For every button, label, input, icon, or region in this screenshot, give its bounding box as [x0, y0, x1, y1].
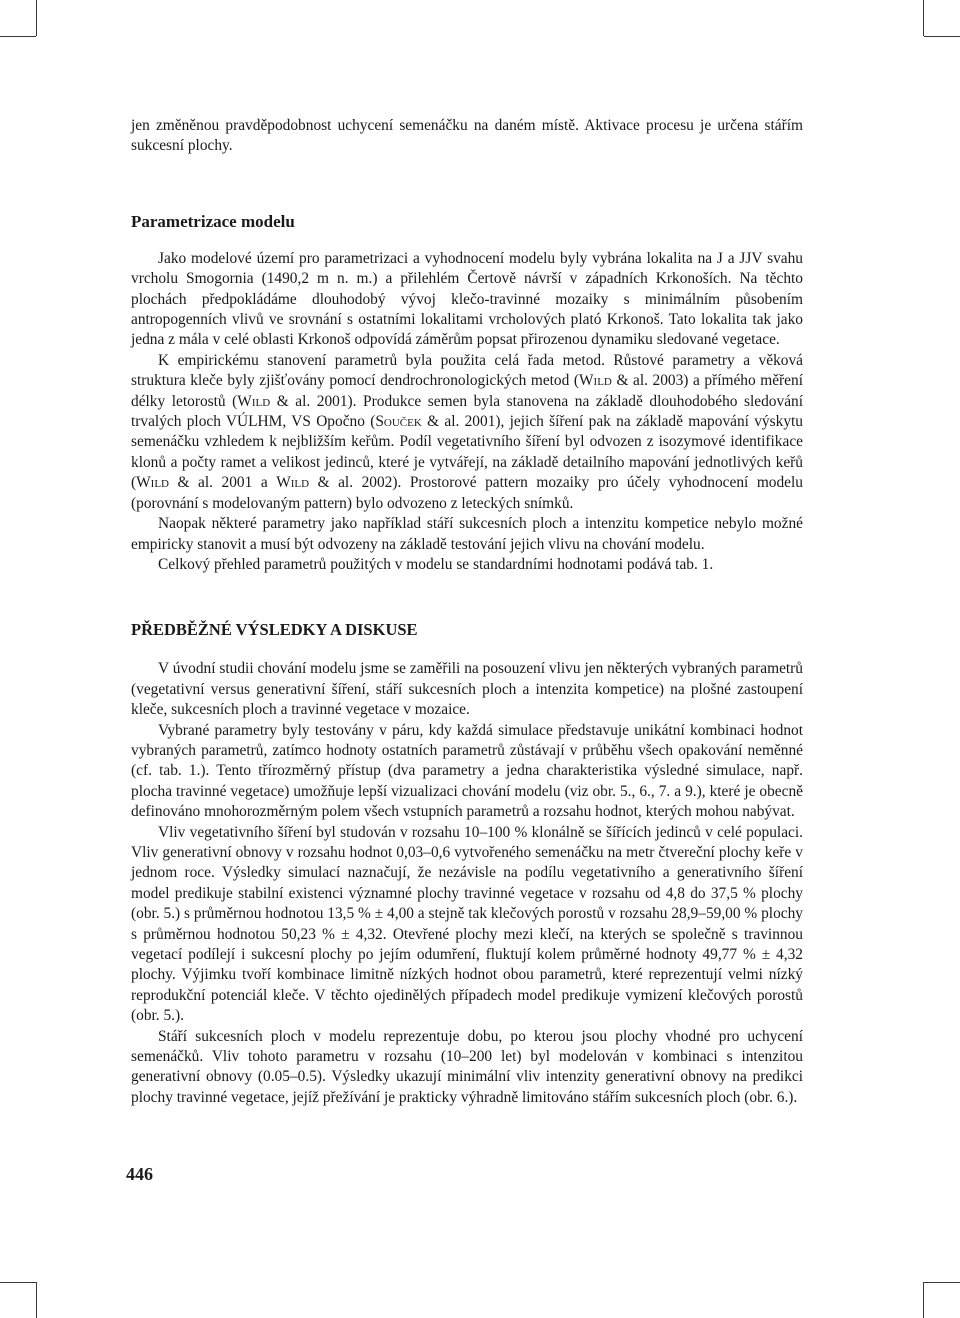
crop-mark: [0, 36, 36, 37]
author-name: Souček: [375, 413, 422, 431]
crop-mark: [36, 1282, 37, 1318]
crop-mark: [923, 0, 924, 36]
paragraph: [131, 351, 803, 514]
author-name: Wild: [276, 474, 310, 492]
paragraph: V úvodní studii chování modelu jsme se zaměřili na posouzení vlivu jen některých vybraných parametrů (vegetativní versus generativní šíření, stáří sukcesních ploch a intenzita kompetice) na plošné zastoupení kleče, sukcesních ploch a travinné vegetace v mozaice.: [131, 660, 803, 719]
text-run: & al. 2001). Produkce semen byla stanovena na základě dlouhodobého sledování trvalých ploch VÚLHM, VS Opočno (: [131, 392, 803, 431]
author-name: Wild: [579, 372, 612, 390]
text-run: & al. 2003) a přímého měření délky letorostů (: [131, 372, 803, 410]
intro-paragraph: jen změněnou pravděpodobnost uchycení semenáčku na daném místě. Aktivace procesu je určena stářím sukcesní plochy.: [131, 117, 803, 155]
author-name: Wild: [237, 392, 271, 410]
paragraph: Vybrané parametry byly testovány v páru, kdy každá simulace představuje unikátní kombinaci hodnot vybraných parametrů, zatímco hodnoty ostatních parametrů zůstávají v průběhu všech opakování neměnné (cf. tab. 1.). Tento třírozměrný přístup (dva parametry a jedna charakteristika výsledné simulace, např. plocha travinné vegetace) umožňuje lepší vizualizaci chování modelu (viz obr. 5., 6., 7. a 9.), které je obecně definováno mnohorozměrným polem všech vstupních parametrů a rozsahu hodnot, kterých mohou nabývat.: [131, 721, 803, 821]
paragraph: Jako modelové území pro parametrizaci a vyhodnocení modelu byly vybrána lokalita na J a JJV svahu vrcholu Smogornia (1490,2 m n. m.) a přilehlém Čertově návrší v západních Krkonoších. Na těchto plochách předpokládáme dlouhodobý vývoj klečo-travinné mozaiky s minimálním působením antropogenních vlivů ve srovnání s ostatními lokalitami vrcholových plató Krkonoš. Tato lokalita tak jako jedna z mála v celé oblasti Krkonoš odpovídá záměrům popsat přirozenou dynamiku sledované vegetace.: [131, 249, 803, 349]
text-run: & al. 2002). Prostorové pattern mozaiky pro účely vyhodnocení modelu (porovnání s modelovaným pattern) bylo odvozeno z leteckých snímků.: [131, 474, 803, 512]
author-name: Wild: [136, 474, 169, 492]
crop-mark: [924, 36, 960, 37]
page-body: [131, 116, 803, 1108]
crop-mark: [0, 1282, 36, 1283]
text-run: & al. 2001 a: [169, 474, 277, 492]
text-run: & al. 2001), jejich šíření pak na základě mapování výskytu semenáčku vzhledem k nejbližším keřům. Podíl vegetativního šíření byl odvozen z isozymové identifikace klonů a počty ramet a velikost jedinců, které je vytvářejí, na základě detailního mapování jednotlivých keřů (: [131, 413, 803, 492]
page-number: 446: [126, 1164, 153, 1184]
crop-mark: [924, 1282, 960, 1283]
crop-mark: [36, 0, 37, 36]
paragraph: Stáří sukcesních ploch v modelu reprezentuje dobu, po kterou jsou plochy vhodné pro uchycení semenáčků. Vliv tohoto parametru v rozsahu (10–200 let) byl modelován v kombinaci s intenzitou generativní obnovy (0.05–0.5). Výsledky ukazují minimální vliv intenzity generativní obnovy na predikci plochy travinné vegetace, jejíž přežívání je prakticky výhradně limitováno stářím sukcesních ploch (obr. 6.).: [131, 1027, 803, 1106]
section-heading-parametrization: Parametrizace modelu: [131, 211, 295, 231]
text-run: K empirickému stanovení parametrů byla použita celá řada metod. Růstové parametry a věková struktura kleče byly zjišťovány pomocí dendrochronologických metod (: [131, 351, 803, 390]
paragraph: Naopak některé parametry jako například stáří sukcesních ploch a intenzitu kompetice nebylo možné empiricky stanovit a musí být odvozeny na základě testování jejich vlivu na chování modelu.: [131, 515, 803, 553]
paragraph: Celkový přehled parametrů použitých v modelu se standardními hodnotami podává tab. 1.: [158, 555, 714, 573]
section-heading-results: PŘEDBĚŽNÉ VÝSLEDKY A DISKUSE: [131, 620, 418, 640]
paragraph: Vliv vegetativního šíření byl studován v rozsahu 10–100 % klonálně se šířících jedinců v celé populaci. Vliv generativní obnovy v rozsahu hodnot 0,03–0,6 vytvořeného semenáčku na metr čtvereční plochy keře v jednom roce. Výsledky simulací naznačují, že nezávisle na podílu vegetativního a generativního šíření model predikuje stabilní existenci významné plochy travinné vegetace v rozsahu od 4,8 do 37,5 % plochy (obr. 5.) s průměrnou hodnotou 13,5 % ± 4,00 a stejně tak klečových porostů v rozsahu 28,9–59,00 % plochy s průměrnou hodnotou 50,23 % ± 4,32. Otevřené plochy mezi klečí, na kterých se společně s travinnou vegetací podílejí i sukcesní plochy po jejím odumření, fluktují kolem průměrné hodnoty 49,77 % ± 4,32 plochy. Výjimku tvoří kombinace limitně nízkých hodnot obou parametrů, které reprezentují velmi nízký reprodukční potenciál kleče. V těchto ojedinělých případech model predikuje vymizení klečových porostů (obr. 5.).: [131, 823, 803, 1025]
crop-mark: [923, 1282, 924, 1318]
